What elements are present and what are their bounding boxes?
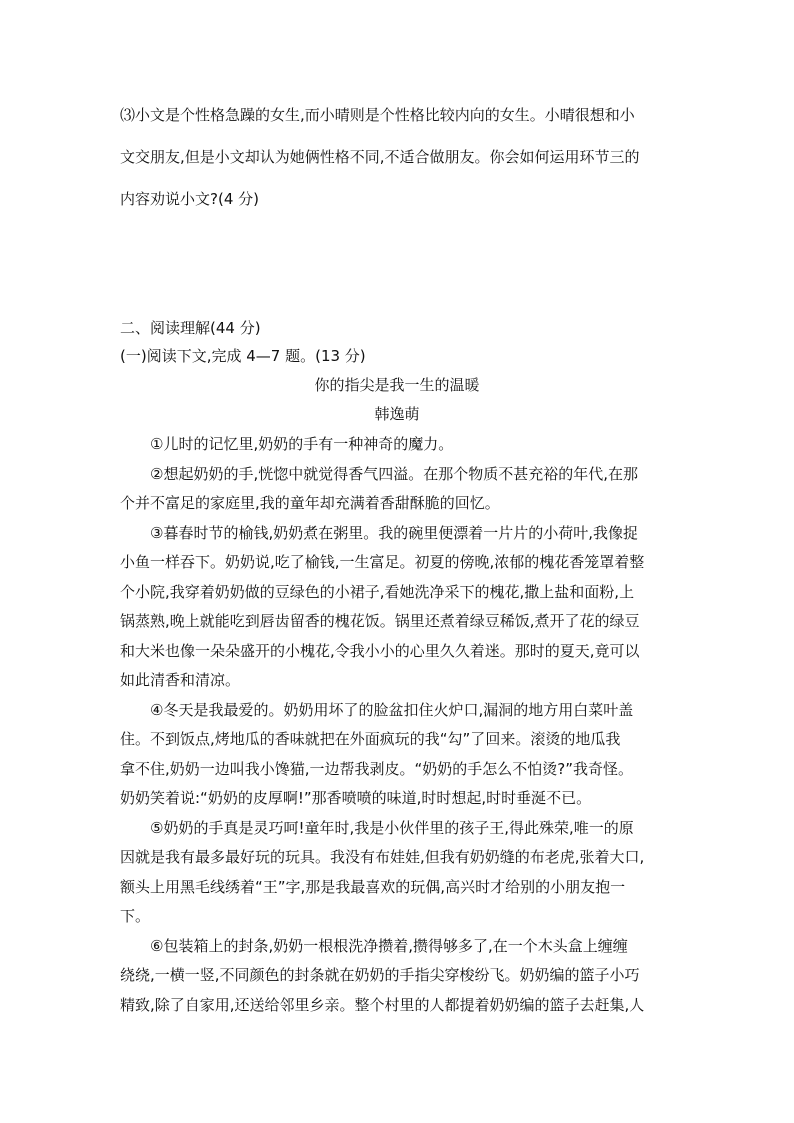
paragraph-6-line-2: 绕绕,一横一竖,不同颜色的封条就在奶奶的手指尖穿梭纷飞。奶奶编的篮子小巧 [120, 966, 640, 984]
paragraph-2-line-1: ②想起奶奶的手,恍惚中就觉得香气四溢。在那个物质不甚充裕的年代,在那 [150, 464, 638, 483]
paragraph-5-line-2: 因就是我有最多最好玩的玩具。我没有布娃娃,但我有奶奶缝的布老虎,张着大口, [120, 848, 645, 866]
paragraph-3-line-3: 个小院,我穿着奶奶做的豆绿色的小裙子,看她洗净采下的槐花,撒上盐和面粉,上 [120, 582, 635, 601]
paragraph-4-line-4: 奶奶笑着说:“奶奶的皮厚啊!”那香喷喷的味道,时时想起,时时垂涎不已。 [120, 789, 592, 807]
paragraph-2-line-2: 个并不富足的家庭里,我的童年却充满着香甜酥脆的回忆。 [120, 494, 500, 512]
paragraph-1: ①儿时的记忆里,奶奶的手有一种神奇的魔力。 [150, 435, 454, 453]
question3-line-1: ⑶小文是个性格急躁的女生,而小晴则是个性格比较内向的女生。小晴很想和小 [120, 106, 635, 124]
question3-line-3: 内容劝说小文?(4 分) [120, 190, 259, 208]
paragraph-6-line-3: 精致,除了自家用,还送给邻里乡亲。整个村里的人都提着奶奶编的篮子去赶集,人 [120, 995, 645, 1014]
paragraph-3-line-5: 和大米也像一朵朵盛开的小槐花,令我小小的心里久久着迷。那时的夏天,竟可以 [120, 641, 640, 660]
paragraph-4-line-3: 拿不住,奶奶一边叫我小馋猫,一边帮我剥皮。“奶奶的手怎么不怕烫?”我奇怪。 [120, 759, 634, 778]
paragraph-4-line-2: 住。不到饭点,烤地瓜的香味就把在外面疯玩的我“勾”了回来。滚烫的地瓜我 [120, 730, 621, 748]
article-title: 你的指尖是我一生的温暖 [314, 376, 480, 394]
paragraph-5-line-1: ⑤奶奶的手真是灵巧呵!童年时,我是小伙伴里的孩子王,得此殊荣,唯一的原 [150, 818, 634, 837]
paragraph-3-line-2: 小鱼一样吞下。奶奶说,吃了榆钱,一生富足。初夏的傍晚,浓郁的槐花香笼罩着整 [120, 553, 645, 571]
paragraph-5-line-4: 下。 [120, 907, 151, 925]
article-body [120, 430, 680, 1020]
paragraph-4-line-1: ④冬天是我最爱的。奶奶用坏了的脸盆扣住火炉口,漏洞的地方用白菜叶盖 [150, 700, 634, 719]
article-author: 韩逸萌 [374, 405, 420, 423]
paragraph-5-line-3: 额头上用黑毛线绣着“王”字,那是我最喜欢的玩偶,高兴时才给别的小朋友抱一 [120, 877, 626, 896]
question3-line-2: 文交朋友,但是小文却认为她俩性格不同,不适合做朋友。你会如何运用环节三的 [120, 148, 640, 166]
paragraph-3-line-6: 如此清香和清凉。 [120, 671, 241, 689]
paragraph-3-line-1: ③暮春时节的榆钱,奶奶煮在粥里。我的碗里便漂着一片片的小荷叶,我像捉 [150, 523, 638, 542]
paragraph-6-line-1: ⑥包装箱上的封条,奶奶一根根洗净攒着,攒得够多了,在一个木头盒上缠缠 [150, 936, 628, 955]
sub-heading: (一)阅读下文,完成 4—7 题。(13 分) [120, 347, 366, 365]
paragraph-3-line-4: 锅蒸熟,晚上就能吃到唇齿留香的槐花饭。锅里还煮着绿豆稀饭,煮开了花的绿豆 [120, 612, 640, 630]
section-heading: 二、阅读理解(44 分) [120, 319, 261, 337]
